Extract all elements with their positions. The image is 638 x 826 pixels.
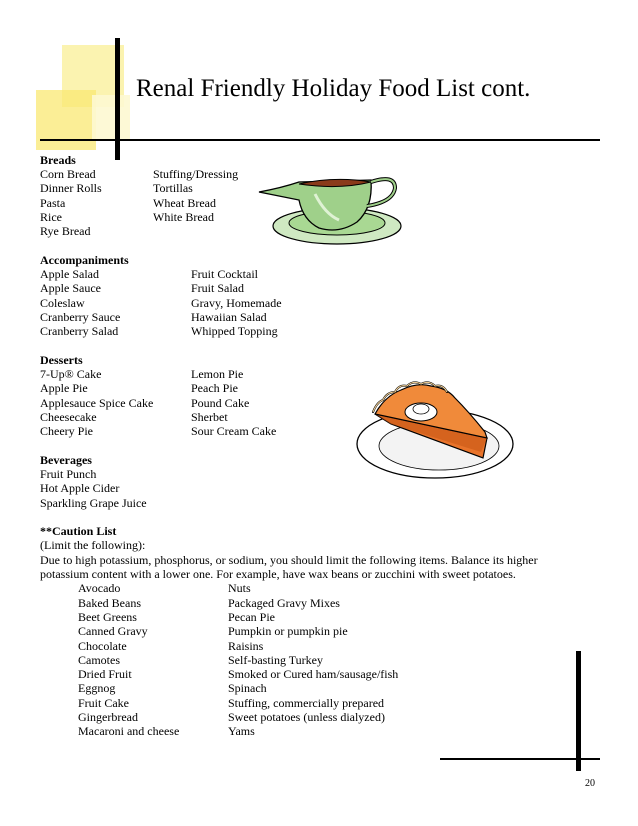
- list-item: Rice: [40, 210, 62, 224]
- section-heading-caution: **Caution List: [40, 524, 117, 538]
- page-title: Renal Friendly Holiday Food List cont.: [136, 75, 531, 102]
- list-item: Cheesecake: [40, 410, 97, 424]
- caution-paragraph-line1: Due to high potassium, phosphorus, or sodium, you should limit the following items. Balance its higher: [40, 553, 538, 567]
- list-item: Yams: [228, 724, 255, 738]
- list-item: Smoked or Cured ham/sausage/fish: [228, 667, 399, 681]
- list-item: Corn Bread: [40, 167, 96, 181]
- list-item: Stuffing, commercially prepared: [228, 696, 385, 710]
- list-item: Beet Greens: [78, 610, 137, 624]
- list-item: Camotes: [78, 653, 120, 667]
- list-item: Whipped Topping: [191, 324, 278, 338]
- section-heading-desserts: Desserts: [40, 353, 83, 367]
- list-item: Self-basting Turkey: [228, 653, 324, 667]
- section-heading-beverages: Beverages: [40, 453, 92, 467]
- bottom-vertical-rule: [576, 651, 581, 771]
- caution-paragraph-line2: potassium content with a lower one. For example, have wax beans or zucchini with sweet potatoes.: [40, 567, 516, 581]
- top-horizontal-rule: [40, 139, 600, 141]
- list-item: Wheat Bread: [153, 196, 216, 210]
- list-item: Lemon Pie: [191, 367, 244, 381]
- list-item: Apple Pie: [40, 381, 88, 395]
- list-item: Gravy, Homemade: [191, 296, 282, 310]
- list-item: 7-Up® Cake: [40, 367, 102, 381]
- list-item: Tortillas: [153, 181, 193, 195]
- list-item: Fruit Salad: [191, 281, 244, 295]
- list-item: Fruit Cake: [78, 696, 129, 710]
- list-item: Sherbet: [191, 410, 228, 424]
- list-item: Peach Pie: [191, 381, 238, 395]
- list-item: Macaroni and cheese: [78, 724, 180, 738]
- list-item: Stuffing/Dressing: [153, 167, 239, 181]
- list-item: Rye Bread: [40, 224, 91, 238]
- list-item: Cranberry Salad: [40, 324, 119, 338]
- list-item: Dinner Rolls: [40, 181, 102, 195]
- list-item: Nuts: [228, 581, 251, 595]
- list-item: Apple Salad: [40, 267, 99, 281]
- bottom-horizontal-rule: [440, 758, 600, 760]
- caution-subheading: (Limit the following):: [40, 538, 146, 552]
- gravy-boat-illustration: [255, 168, 405, 250]
- list-item: Sparkling Grape Juice: [40, 496, 147, 510]
- list-item: Pumpkin or pumpkin pie: [228, 624, 348, 638]
- pie-slice-illustration: [355, 372, 515, 480]
- list-item: Sweet potatoes (unless dialyzed): [228, 710, 385, 724]
- list-item: White Bread: [153, 210, 214, 224]
- list-item: Gingerbread: [78, 710, 138, 724]
- list-item: Raisins: [228, 639, 264, 653]
- list-item: Baked Beans: [78, 596, 141, 610]
- list-item: Hawaiian Salad: [191, 310, 267, 324]
- top-vertical-rule: [115, 38, 120, 160]
- page-number: 20: [585, 778, 595, 789]
- list-item: Pasta: [40, 196, 66, 210]
- list-item: Pecan Pie: [228, 610, 275, 624]
- list-item: Avocado: [78, 581, 121, 595]
- list-item: Coleslaw: [40, 296, 85, 310]
- list-item: Cranberry Sauce: [40, 310, 121, 324]
- list-item: Apple Sauce: [40, 281, 101, 295]
- list-item: Canned Gravy: [78, 624, 148, 638]
- list-item: Packaged Gravy Mixes: [228, 596, 340, 610]
- list-item: Fruit Cocktail: [191, 267, 258, 281]
- list-item: Spinach: [228, 681, 267, 695]
- section-heading-breads: Breads: [40, 153, 76, 167]
- list-item: Eggnog: [78, 681, 116, 695]
- list-item: Sour Cream Cake: [191, 424, 277, 438]
- list-item: Hot Apple Cider: [40, 481, 120, 495]
- decorative-square-faint: [92, 95, 130, 141]
- list-item: Fruit Punch: [40, 467, 97, 481]
- list-item: Cheery Pie: [40, 424, 93, 438]
- list-item: Dried Fruit: [78, 667, 132, 681]
- decorative-square-yellow: [36, 90, 96, 150]
- section-heading-accompaniments: Accompaniments: [40, 253, 129, 267]
- list-item: Pound Cake: [191, 396, 250, 410]
- list-item: Chocolate: [78, 639, 127, 653]
- list-item: Applesauce Spice Cake: [40, 396, 154, 410]
